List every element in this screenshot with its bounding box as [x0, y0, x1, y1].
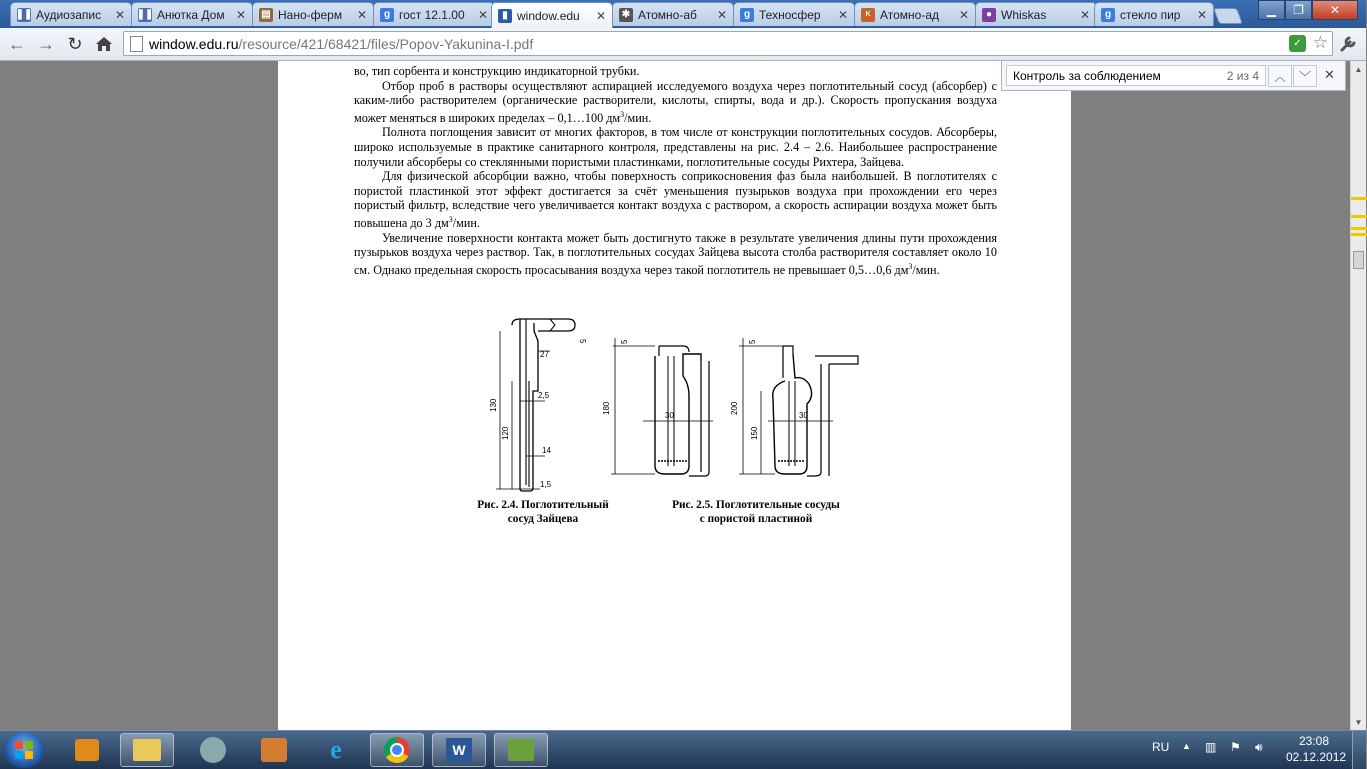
- tab-steklo[interactable]: [1094, 2, 1214, 26]
- figure-2-4-caption: [458, 498, 628, 526]
- tab-whiskas[interactable]: [975, 2, 1097, 26]
- gear-icon: ✱: [619, 8, 633, 22]
- dim-label: 27: [540, 350, 549, 359]
- flag-icon[interactable]: ⚑: [1230, 740, 1241, 754]
- superscript: 3: [620, 109, 625, 119]
- paragraph: Полнота поглощения зависит от многих факторов, в том числе от конструкции поглотительных сосудов. Абсорберы, широко используемые в практике санитарного контроля, представлены на рис. 2.4 – 2.6. Наибольшее распространение получили абсорберы со стеклянными пористыми пластинками, поглотительные сосуды Рихтера, Зайцева.: [354, 125, 997, 169]
- figure-2-4-diagram: [490, 311, 595, 496]
- pdf-page: [278, 61, 1071, 730]
- vertical-scrollbar[interactable]: [1350, 61, 1366, 730]
- tab-label: Аудиозапис: [36, 7, 102, 22]
- scroll-thumb[interactable]: [1353, 251, 1364, 269]
- paragraph-text: Отбор проб в растворы осуществляют аспирацией исследуемого воздуха через поглотительный сосуд (абсорбер) с каким-либо растворителем (органические растворители, кислоты, спирты, вода и др.). Скорость пропускания воздуха может меняться в широких пределах – 0,1…100 дм: [354, 78, 997, 125]
- minimize-button[interactable]: [1258, 0, 1285, 20]
- google-icon: g: [380, 8, 394, 22]
- pdf-viewer[interactable]: [0, 61, 1350, 730]
- tab-label: Анютка Дом: [157, 7, 225, 22]
- tab-anyutka[interactable]: [131, 2, 253, 26]
- close-icon[interactable]: ✕: [837, 7, 849, 22]
- volume-icon[interactable]: 🔊︎: [1255, 740, 1263, 754]
- maximize-button[interactable]: [1285, 0, 1312, 20]
- language-indicator[interactable]: RU: [1152, 740, 1170, 754]
- paragraph: [354, 231, 997, 278]
- show-desktop-button[interactable]: [1352, 731, 1367, 769]
- paragraph-tail: /мин.: [912, 262, 940, 277]
- forward-button[interactable]: [35, 33, 57, 55]
- taskbar-chrome[interactable]: [370, 733, 424, 767]
- chrome-icon: [384, 737, 410, 763]
- pause-icon: ❚❚: [136, 9, 154, 20]
- dim-label: 200: [730, 401, 739, 415]
- network-icon[interactable]: ▥: [1205, 740, 1217, 754]
- toolbar: [0, 28, 1366, 61]
- find-next-button[interactable]: [1293, 65, 1317, 87]
- wrench-icon: [1338, 34, 1358, 54]
- cat-icon: ●: [982, 8, 996, 22]
- close-window-button[interactable]: [1312, 0, 1358, 20]
- media-player-icon: [75, 739, 99, 761]
- word-icon: W: [446, 738, 472, 762]
- find-query: Контроль за соблюдением: [1013, 69, 1161, 83]
- url-host: window.edu.ru: [149, 36, 239, 52]
- reload-icon: ↻: [67, 33, 83, 54]
- tab-nano[interactable]: [252, 2, 374, 26]
- close-icon[interactable]: ✕: [356, 7, 368, 22]
- paragraph-tail: /мин.: [624, 110, 652, 125]
- dim-label: 30: [799, 411, 808, 420]
- clock-date[interactable]: 02.12.2012: [1286, 750, 1347, 764]
- caption-line: с пористой пластиной: [699, 513, 813, 525]
- taskbar-paint[interactable]: [247, 733, 301, 767]
- dim-label: 150: [750, 426, 759, 440]
- dim-label: 180: [602, 401, 611, 415]
- windows-logo-icon: [14, 740, 34, 760]
- tab-window-edu[interactable]: [491, 2, 613, 28]
- close-icon[interactable]: ✕: [1079, 7, 1091, 22]
- tab-atom-ab[interactable]: [612, 2, 734, 26]
- paragraph: [354, 169, 997, 230]
- find-close-button[interactable]: [1324, 67, 1335, 83]
- dim-label: 120: [501, 426, 510, 440]
- taskbar-media-player[interactable]: [60, 733, 114, 767]
- paragraph-text: Для физической абсорбции важно, чтобы поверхность соприкосновения фаз была наибольшей. В поглотителях с пористой пластинкой этот эффект достигается за счёт уменьшения пузырьков воздуха при прохождении его через пористый фильтр, вследствие чего увеличивается контакт воздуха с раствором, а скорость аспирации воздуха может быть повышена до 3 дм: [354, 169, 997, 231]
- url-text: [149, 36, 533, 52]
- superscript: 3: [448, 215, 453, 224]
- caption-line: Рис. 2.4. Поглотительный: [477, 499, 609, 511]
- tab-label: Whiskas: [1001, 7, 1047, 22]
- tab-gost[interactable]: [373, 2, 495, 26]
- document-icon: ▤: [259, 8, 273, 22]
- dim-label: 14: [542, 446, 551, 455]
- tab-label: Нано-ферм: [278, 7, 343, 22]
- back-button[interactable]: [6, 33, 28, 55]
- paint-icon: [261, 738, 287, 762]
- find-input[interactable]: [1006, 65, 1266, 86]
- tab-strip: [0, 0, 1366, 28]
- home-button[interactable]: [93, 33, 115, 55]
- dim-label: 130: [489, 398, 498, 412]
- taskbar-app[interactable]: [186, 733, 240, 767]
- page-icon: [130, 36, 143, 52]
- close-icon[interactable]: ✕: [716, 7, 728, 22]
- app-icon: [508, 739, 534, 761]
- reload-button[interactable]: [64, 33, 86, 55]
- page-text: [354, 61, 997, 278]
- scroll-down-arrow[interactable]: ▼: [1354, 717, 1363, 727]
- tab-label: гост 12.1.00: [399, 7, 465, 22]
- paragraph-text: Увеличение поверхности контакта может быть достигнуто также в результате увеличения длины пути прохождения пузырьков воздуха через раствор. Так, в поглотительных сосудах Зайцева высота столба растворителя составляет около 10 см. Однако предельная скорость просасывания воздуха через такой поглотитель не превышает 0,5…0,6 дм: [354, 230, 997, 277]
- google-icon: g: [1101, 8, 1115, 22]
- home-icon: [95, 36, 113, 52]
- close-icon[interactable]: ✕: [1196, 7, 1208, 22]
- find-previous-button[interactable]: [1268, 65, 1292, 87]
- close-icon: ✕: [1329, 3, 1341, 17]
- taskbar-ie[interactable]: [309, 733, 363, 767]
- pause-icon: ❚❚: [15, 9, 33, 20]
- find-match-marker: [1351, 197, 1367, 200]
- tab-label: стекло пир: [1120, 7, 1181, 22]
- close-icon[interactable]: ✕: [114, 7, 126, 22]
- clock-time[interactable]: 23:08: [1299, 734, 1330, 748]
- new-tab-button[interactable]: [1213, 8, 1243, 24]
- menu-button[interactable]: [1338, 34, 1358, 54]
- magnifier-icon: [200, 737, 226, 763]
- figure-2-5-diagram: [603, 326, 868, 481]
- tab-audio[interactable]: [10, 2, 132, 26]
- close-icon[interactable]: ✕: [958, 7, 970, 22]
- folder-icon: [133, 739, 161, 761]
- find-match-marker: [1351, 233, 1367, 236]
- caption-line: сосуд Зайцева: [507, 513, 579, 525]
- close-icon[interactable]: ✕: [235, 7, 247, 22]
- back-arrow-icon: ←: [8, 33, 26, 54]
- paragraph-tail: /мин.: [452, 216, 480, 231]
- google-icon: g: [740, 8, 754, 22]
- find-match-marker: [1351, 215, 1367, 218]
- taskbar-explorer[interactable]: [120, 733, 174, 767]
- figure-2-5-caption: [656, 498, 856, 526]
- find-match-marker: [1351, 227, 1367, 230]
- dim-label: 30: [665, 411, 674, 420]
- taskbar: [0, 730, 1366, 769]
- star-icon[interactable]: ☆: [1312, 33, 1328, 52]
- restore-icon: ❐: [1293, 3, 1304, 17]
- close-icon[interactable]: ✕: [595, 8, 607, 23]
- tab-atom-ad[interactable]: [854, 2, 976, 26]
- minimize-icon: ▁: [1266, 3, 1277, 17]
- dim-label: 5: [748, 339, 757, 344]
- tray-expand-icon[interactable]: ▲: [1182, 741, 1191, 751]
- chevron-up-icon: ︿: [1273, 69, 1286, 84]
- extension-icon[interactable]: ✓: [1289, 35, 1306, 52]
- close-icon: ✕: [1324, 67, 1335, 82]
- internet-explorer-icon: e: [330, 735, 342, 764]
- caption-line: Рис. 2.5. Поглотительные сосуды: [672, 499, 840, 511]
- dim-label: 1,5: [540, 480, 552, 489]
- close-icon[interactable]: ✕: [477, 7, 489, 22]
- tab-label: window.edu: [517, 8, 580, 23]
- find-bar: [1001, 61, 1346, 91]
- book-icon: ▮: [498, 9, 512, 23]
- paragraph: [354, 79, 997, 126]
- taskbar-app-green[interactable]: [494, 733, 548, 767]
- chevron-down-icon: ﹀: [1298, 69, 1311, 84]
- superscript: 3: [908, 261, 913, 271]
- scroll-up-arrow[interactable]: ▲: [1354, 64, 1363, 74]
- tab-label: Техносфер: [759, 7, 821, 22]
- tab-technosfer[interactable]: [733, 2, 855, 26]
- url-path: /resource/421/68421/files/Popov-Yakunina-I.pdf: [238, 36, 534, 52]
- kazedu-icon: K: [861, 8, 875, 22]
- taskbar-word[interactable]: [432, 733, 486, 767]
- start-button[interactable]: [4, 732, 44, 768]
- forward-arrow-icon: →: [37, 33, 55, 54]
- tab-label: Атомно-аб: [638, 7, 697, 22]
- tab-label: Атомно-ад: [880, 7, 939, 22]
- dim-label: 5: [578, 339, 587, 344]
- dim-label: 2,5: [538, 391, 550, 400]
- text-line: во, тип сорбента и конструкцию индикаторной трубки.: [354, 64, 640, 78]
- dim-label: 5: [620, 339, 629, 344]
- address-bar[interactable]: [123, 31, 1333, 56]
- find-count: 2 из 4: [1226, 69, 1259, 83]
